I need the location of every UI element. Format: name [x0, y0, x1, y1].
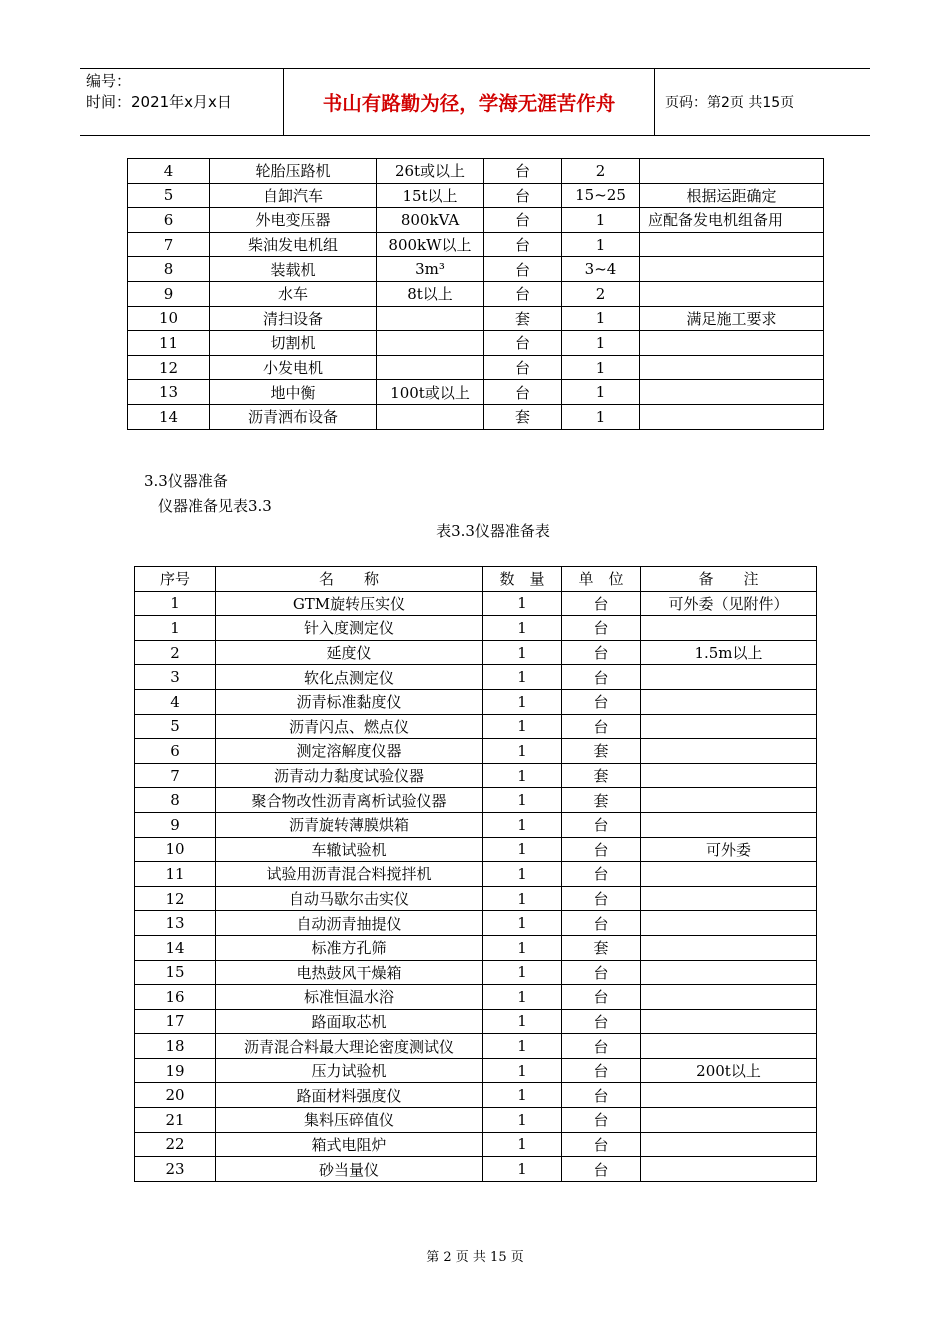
- table-cell: 台: [562, 812, 641, 837]
- table-cell: 台: [562, 616, 641, 641]
- table-cell: 水车: [210, 281, 377, 306]
- table-cell: 1: [483, 1108, 562, 1133]
- table-cell: [641, 862, 817, 887]
- table-cell: 15: [135, 960, 216, 985]
- table-cell: 台: [562, 714, 641, 739]
- table-cell: [640, 257, 824, 282]
- section-intro: 仪器准备见表3.3: [158, 497, 272, 515]
- table-cell: 1: [135, 616, 216, 641]
- table-cell: 沥青洒布设备: [210, 404, 377, 429]
- table-cell: 小发电机: [210, 355, 377, 380]
- table-cell: [640, 355, 824, 380]
- table-cell: 地中衡: [210, 380, 377, 405]
- table-cell: 800kVA: [377, 208, 484, 233]
- table-cell: 台: [484, 159, 562, 184]
- table-cell: 1.5m以上: [641, 640, 817, 665]
- section-heading: 3.3仪器准备: [144, 472, 228, 490]
- table-cell: 1: [483, 1058, 562, 1083]
- table-cell: [641, 1157, 817, 1182]
- table-cell: 11: [128, 331, 210, 356]
- page-header: [80, 68, 870, 136]
- table-cell: 满足施工要求: [640, 306, 824, 331]
- table-cell: GTM旋转压实仪: [216, 591, 483, 616]
- table-cell: 1: [483, 1034, 562, 1059]
- table-cell: [641, 1108, 817, 1133]
- table-cell: 1: [483, 1083, 562, 1108]
- table-cell: [641, 739, 817, 764]
- table-cell: 20: [135, 1083, 216, 1108]
- table-row: [128, 232, 824, 257]
- table-cell: 1: [483, 640, 562, 665]
- table-cell: 1: [483, 985, 562, 1010]
- table-row: [135, 1108, 817, 1133]
- table-cell: 台: [562, 1083, 641, 1108]
- table-cell: 集料压碎值仪: [216, 1108, 483, 1133]
- table-cell: 1: [562, 355, 640, 380]
- table-cell: [641, 616, 817, 641]
- date-label: 时间：2021年x月x日: [86, 93, 232, 111]
- equipment-table: [127, 158, 824, 430]
- table-cell: 台: [562, 911, 641, 936]
- table-cell: 沥青标准黏度仪: [216, 689, 483, 714]
- table-cell: 14: [128, 404, 210, 429]
- table-cell: 10: [135, 837, 216, 862]
- table-cell: [641, 689, 817, 714]
- table-cell: 装载机: [210, 257, 377, 282]
- table-cell: 路面材料强度仪: [216, 1083, 483, 1108]
- table-cell: 台: [484, 183, 562, 208]
- table-row: [135, 985, 817, 1010]
- table-cell: 1: [483, 812, 562, 837]
- table-row: [128, 183, 824, 208]
- table-cell: 1: [483, 1132, 562, 1157]
- table-cell: 26t或以上: [377, 159, 484, 184]
- table-header-row: [135, 567, 817, 592]
- table-cell: 台: [484, 208, 562, 233]
- table-cell: 试验用沥青混合料搅拌机: [216, 862, 483, 887]
- table-cell: [641, 985, 817, 1010]
- table-cell: 1: [483, 665, 562, 690]
- table-cell: 1: [483, 763, 562, 788]
- table-cell: 1: [483, 616, 562, 641]
- table-cell: 2: [135, 640, 216, 665]
- table-cell: 针入度测定仪: [216, 616, 483, 641]
- table-cell: 5: [135, 714, 216, 739]
- table-cell: 沥青旋转薄膜烘箱: [216, 812, 483, 837]
- table-cell: 1: [483, 862, 562, 887]
- table-cell: 2: [562, 281, 640, 306]
- table-cell: 路面取芯机: [216, 1009, 483, 1034]
- table-cell: 1: [483, 739, 562, 764]
- table-cell: [641, 1083, 817, 1108]
- table-cell: 1: [483, 911, 562, 936]
- table-row: [135, 763, 817, 788]
- table-cell: 标准恒温水浴: [216, 985, 483, 1010]
- table-cell: 22: [135, 1132, 216, 1157]
- table-cell: [641, 665, 817, 690]
- table-cell: 2: [562, 159, 640, 184]
- table-cell: 测定溶解度仪器: [216, 739, 483, 764]
- table-cell: 台: [484, 232, 562, 257]
- table-row: [128, 355, 824, 380]
- table-row: [135, 911, 817, 936]
- table-cell: [377, 404, 484, 429]
- table-row: [135, 862, 817, 887]
- table-cell: 台: [562, 1009, 641, 1034]
- table-cell: 台: [562, 862, 641, 887]
- table-cell: 16: [135, 985, 216, 1010]
- table-cell: 1: [483, 1009, 562, 1034]
- table-cell: 台: [562, 1108, 641, 1133]
- table-row: [135, 591, 817, 616]
- table-cell: 1: [562, 380, 640, 405]
- table-row: [135, 960, 817, 985]
- table-cell: 套: [484, 404, 562, 429]
- table-row: [135, 665, 817, 690]
- table-cell: [640, 404, 824, 429]
- table-cell: 套: [562, 763, 641, 788]
- table-cell: [641, 763, 817, 788]
- table-cell: 柴油发电机组: [210, 232, 377, 257]
- instrument-table: [134, 566, 817, 1182]
- table-cell: 砂当量仪: [216, 1157, 483, 1182]
- table-cell: 1: [483, 837, 562, 862]
- table-row: [128, 281, 824, 306]
- table-row: [128, 306, 824, 331]
- table-row: [135, 1034, 817, 1059]
- table-row: [135, 1058, 817, 1083]
- table-cell: 电热鼓风干燥箱: [216, 960, 483, 985]
- table-cell: [640, 232, 824, 257]
- table-cell: 车辙试验机: [216, 837, 483, 862]
- header-meta: [80, 69, 283, 135]
- table-cell: 1: [483, 1157, 562, 1182]
- table-cell: 7: [128, 232, 210, 257]
- table-cell: 1: [562, 306, 640, 331]
- table-cell: 23: [135, 1157, 216, 1182]
- table-cell: 台: [562, 1132, 641, 1157]
- table-cell: 3: [135, 665, 216, 690]
- table-cell: 清扫设备: [210, 306, 377, 331]
- table-cell: 自动沥青抽提仪: [216, 911, 483, 936]
- table-row: [128, 159, 824, 184]
- table-cell: 台: [562, 1034, 641, 1059]
- table-cell: 沥青动力黏度试验仪器: [216, 763, 483, 788]
- table-cell: [641, 812, 817, 837]
- table-cell: [641, 886, 817, 911]
- table-cell: 13: [135, 911, 216, 936]
- table-cell: 套: [562, 788, 641, 813]
- table-cell: 台: [562, 1058, 641, 1083]
- table-cell: 1: [483, 960, 562, 985]
- table-row: [135, 739, 817, 764]
- table-cell: 1: [483, 591, 562, 616]
- table-cell: [377, 355, 484, 380]
- table-cell: 台: [484, 380, 562, 405]
- table-cell: [641, 911, 817, 936]
- table-cell: 9: [128, 281, 210, 306]
- table-cell: 8: [128, 257, 210, 282]
- table-row: [135, 616, 817, 641]
- table-cell: 3~4: [562, 257, 640, 282]
- table-cell: 切割机: [210, 331, 377, 356]
- table-cell: 套: [562, 935, 641, 960]
- table-cell: 4: [135, 689, 216, 714]
- table-cell: 台: [562, 985, 641, 1010]
- table-row: [135, 689, 817, 714]
- table-cell: [640, 281, 824, 306]
- table-row: [128, 257, 824, 282]
- table-cell: 18: [135, 1034, 216, 1059]
- table-row: [135, 640, 817, 665]
- table-cell: 台: [562, 837, 641, 862]
- table-row: [135, 1083, 817, 1108]
- table-row: [135, 1132, 817, 1157]
- table-cell: 13: [128, 380, 210, 405]
- table-cell: 15t以上: [377, 183, 484, 208]
- table-cell: [377, 306, 484, 331]
- table-cell: 台: [484, 355, 562, 380]
- table-cell: [641, 1009, 817, 1034]
- table-cell: 11: [135, 862, 216, 887]
- header-motto: 书山有路勤为径，学海无涯苦作舟: [283, 69, 655, 135]
- table-cell: 1: [562, 208, 640, 233]
- table-cell: [641, 1132, 817, 1157]
- table-cell: 沥青混合料最大理论密度测试仪: [216, 1034, 483, 1059]
- table-row: [135, 812, 817, 837]
- table-cell: 100t或以上: [377, 380, 484, 405]
- table-cell: [641, 960, 817, 985]
- table-cell: 箱式电阻炉: [216, 1132, 483, 1157]
- table-cell: 17: [135, 1009, 216, 1034]
- table-cell: 台: [562, 665, 641, 690]
- table-row: [135, 1157, 817, 1182]
- column-header: 单 位: [562, 567, 641, 592]
- table-cell: 根据运距确定: [640, 183, 824, 208]
- table-cell: 12: [128, 355, 210, 380]
- table-cell: 6: [135, 739, 216, 764]
- table-cell: 台: [562, 689, 641, 714]
- table-cell: 1: [483, 935, 562, 960]
- table-cell: 1: [483, 714, 562, 739]
- table-cell: 6: [128, 208, 210, 233]
- table-cell: 台: [484, 281, 562, 306]
- table-cell: 可外委: [641, 837, 817, 862]
- page-footer: 第 2 页 共 15 页: [426, 1250, 524, 1265]
- table-row: [128, 380, 824, 405]
- table-row: [128, 404, 824, 429]
- table-cell: 21: [135, 1108, 216, 1133]
- table-cell: 1: [483, 689, 562, 714]
- table-cell: 标准方孔筛: [216, 935, 483, 960]
- table-row: [135, 788, 817, 813]
- table-row: [135, 837, 817, 862]
- table-cell: 1: [562, 404, 640, 429]
- table-cell: [641, 714, 817, 739]
- table-cell: 9: [135, 812, 216, 837]
- table-cell: 延度仪: [216, 640, 483, 665]
- table-cell: 1: [483, 788, 562, 813]
- table-cell: 聚合物改性沥青离析试验仪器: [216, 788, 483, 813]
- table-cell: [641, 1034, 817, 1059]
- column-header: 数 量: [483, 567, 562, 592]
- table-cell: 1: [135, 591, 216, 616]
- table-cell: 台: [484, 331, 562, 356]
- table-cell: 套: [562, 739, 641, 764]
- table-caption: 表3.3仪器准备表: [436, 522, 550, 540]
- header-page-info: 页码：第2页 共15页: [665, 95, 795, 111]
- table-cell: [641, 935, 817, 960]
- table-cell: 台: [562, 960, 641, 985]
- table-cell: 可外委（见附件）: [641, 591, 817, 616]
- table-cell: 轮胎压路机: [210, 159, 377, 184]
- table-cell: 自动马歇尔击实仪: [216, 886, 483, 911]
- table-cell: 800kW以上: [377, 232, 484, 257]
- table-cell: 10: [128, 306, 210, 331]
- table-cell: 1: [483, 886, 562, 911]
- table-cell: 200t以上: [641, 1058, 817, 1083]
- table-row: [128, 331, 824, 356]
- table-cell: 4: [128, 159, 210, 184]
- table-cell: [377, 331, 484, 356]
- table-cell: 7: [135, 763, 216, 788]
- table-cell: 台: [484, 257, 562, 282]
- table-cell: [640, 331, 824, 356]
- table-cell: 5: [128, 183, 210, 208]
- table-cell: 外电变压器: [210, 208, 377, 233]
- table-row: [135, 886, 817, 911]
- table-cell: [641, 788, 817, 813]
- column-header: 备 注: [641, 567, 817, 592]
- column-header: 名 称: [216, 567, 483, 592]
- column-header: 序号: [135, 567, 216, 592]
- table-row: [128, 208, 824, 233]
- table-row: [135, 935, 817, 960]
- table-cell: 15~25: [562, 183, 640, 208]
- table-cell: 8: [135, 788, 216, 813]
- table-cell: 14: [135, 935, 216, 960]
- table-cell: 8t以上: [377, 281, 484, 306]
- table-cell: 台: [562, 886, 641, 911]
- table-cell: 软化点测定仪: [216, 665, 483, 690]
- table-row: [135, 1009, 817, 1034]
- table-cell: 1: [562, 331, 640, 356]
- table-cell: [640, 380, 824, 405]
- table-cell: 台: [562, 1157, 641, 1182]
- table-cell: 12: [135, 886, 216, 911]
- table-cell: 台: [562, 640, 641, 665]
- table-cell: 自卸汽车: [210, 183, 377, 208]
- table-cell: 沥青闪点、燃点仪: [216, 714, 483, 739]
- table-cell: 应配备发电机组备用: [640, 208, 824, 233]
- table-cell: 1: [562, 232, 640, 257]
- code-label: 编号：: [86, 72, 132, 90]
- table-cell: 19: [135, 1058, 216, 1083]
- table-row: [135, 714, 817, 739]
- table-cell: 压力试验机: [216, 1058, 483, 1083]
- table-cell: 台: [562, 591, 641, 616]
- table-cell: [640, 159, 824, 184]
- table-cell: 3m³: [377, 257, 484, 282]
- table-cell: 套: [484, 306, 562, 331]
